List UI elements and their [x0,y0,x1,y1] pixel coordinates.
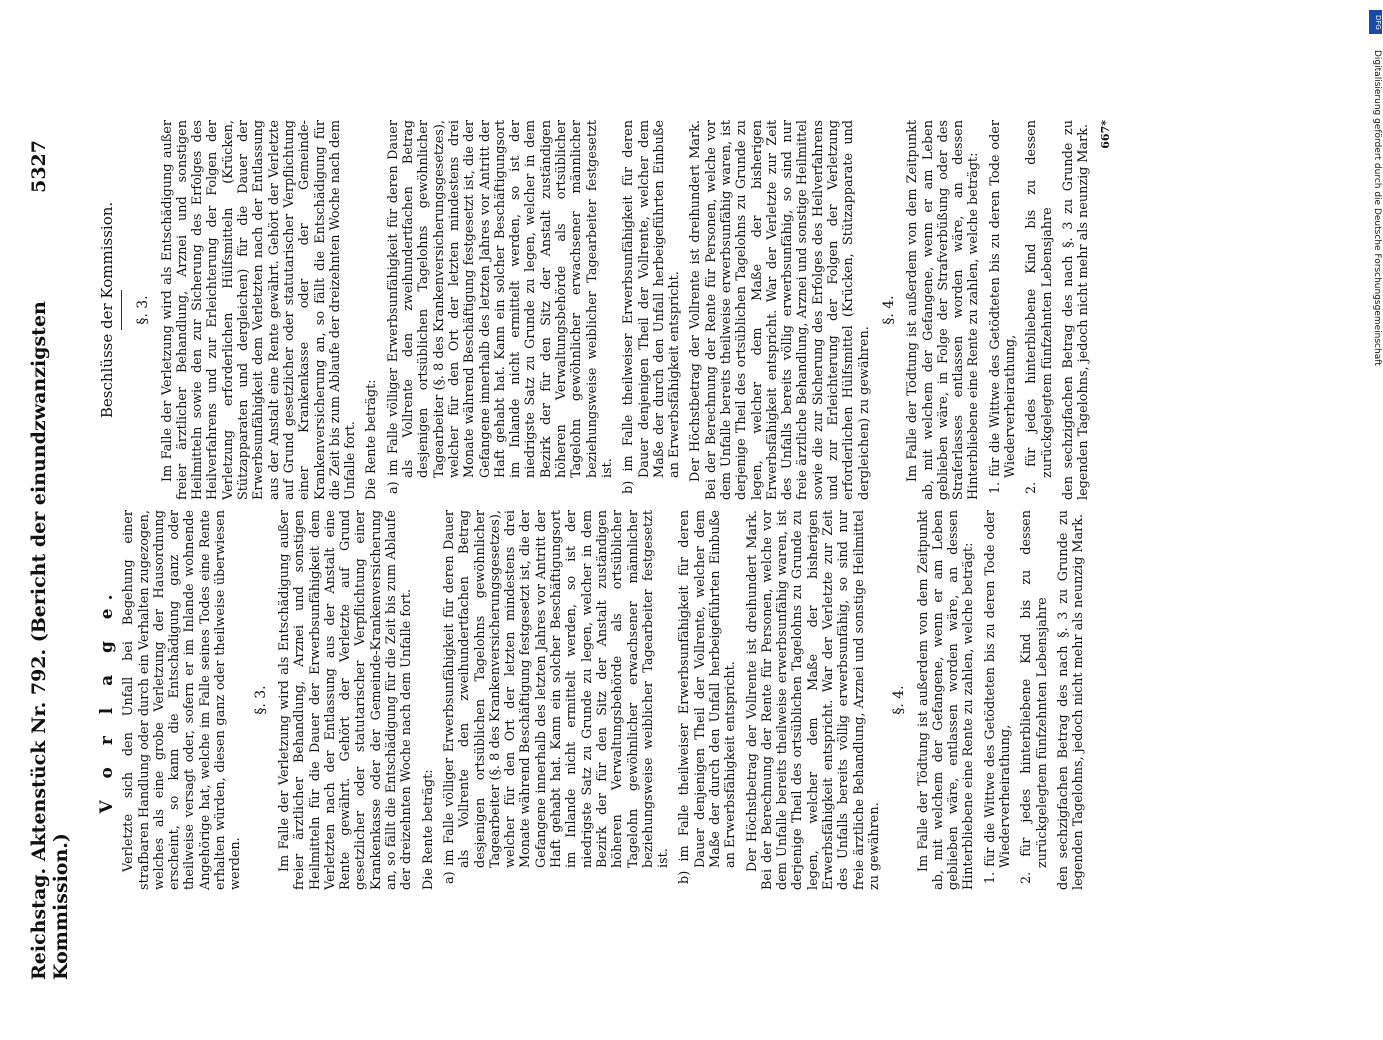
rente-b: b) im Falle theilweiser Erwerbsunfähigkeit für deren Dauer denjenigen Theil der Vollrente, welcher dem Maße der durch den Unfall herbeigeführten Einbuße an Erwerbsfähigkeit entspricht. [677,510,739,884]
page-number: 5327 [28,140,50,193]
rente-a-r: a) im Falle völliger Erwerbsunfähigkeit für deren Dauer als Vollrente den zweihundertfachen Betrag desjenigen ortsüblichen Tagelohns gewöhnlicher Tagearbeiter (§. 8 des Krankenversicherungsgesetzes), welcher für den Ort der letzten mindestens drei Monate während Beschäftigung festgesetzt ist, die der Gefangene innerhalb des letzten Jahres vor Antritt der Haft gehabt hat. Kann ein solcher Beschäftigungsort im Inlande nicht ermittelt werden, so ist der niedrigste Satz zu Grunde zu legen, welcher in dem Bezirk der für den Sitz der Anstalt zuständigen höheren Verwaltungsbehörde als ortsüblicher Tagelohn gewöhnlicher erwachsener männlicher beziehungsweise weiblicher Tagearbeiter festgesetzt ist. [385,120,615,494]
header-title: Reichstag. Aktenstück Nr. 792. (Bericht der einundzwanzigsten Kommission.) [28,301,72,980]
section-4-text-r: Im Falle der Tödtung ist außerdem von dem Zeitpunkt ab, mit welchem der Gefangene, wenn er am Leben geblieben wäre, in Folge der Strafverbüßung oder des Straferlasses entlassen worden wäre, an dessen Hinterbliebene eine Rente zu zahlen, welche beträgt: [905,120,982,500]
vorlage-title: V o r l a g e. [97,586,117,814]
hoechstbetrag-paragraph: Der Höchstbetrag der Vollrente ist dreihundert Mark. Bei der Berechnung der Rente für Personen, welche vor dem Unfalle bereits theilweise erwerbsunfähig waren, ist derjenige Theil des ortsüblichen Tagelohns zu Grunde zu legen, welcher dem Maße der bisherigen Erwerbsfähigkeit entspricht. War der Verletzte zur Zeit des Unfalls bereits völlig erwerbsunfähig, so sind nur freie ärztliche Behandlung, Arznei und sonstige Heilmittel zu gewähren. [744,510,882,890]
section-4-item-2-r: 2. für jedes hinterbliebene Kind bis zu dessen zurückgelegtem fünfzehnten Lebensjahre [1024,120,1055,494]
section-3-text-r: Im Falle der Verletzung wird als Entschädigung außer freier ärztlicher Behandlung, Arznei und sonstigen Heilmitteln sowie den zur Sicherung des Erfolges des Heilverfahrens und zur Erleichterung der Folgen der Verletzung erforderlichen Hülfsmitteln (Krücken, Stützapparaten und dergleichen) für die Dauer der Erwerbsunfähigkeit dem Verletzten nach der Entlassung aus der Anstalt eine Rente gewährt. Gehört der Verletzte auf Grund gesetzlicher oder statutarischer Verpflichtung einer Krankenkasse oder der Gemeinde-Krankenversicherung an, so fällt die Entschädigung für die Zeit bis zum Ablaufe der dreizehnten Woche nach dem Unfalle fort. [159,120,359,500]
rente-b-r: b) im Falle theilweiser Erwerbsunfähigkeit für deren Dauer denjenigen Theil der Vollrente, welcher dem Maße der durch den Unfall herbeigeführten Einbuße an Erwerbsfähigkeit entspricht. [621,120,683,494]
rente-intro: Die Rente beträgt: [420,769,436,890]
rente-a: a) im Falle völliger Erwerbsunfähigkeit für deren Dauer als Vollrente den zweihundertfachen Betrag desjenigen ortsüblichen Tagelohns gewöhnlicher Tagearbeiter (§. 8 des Krankenversicherungsgesetzes), welcher für den Ort der letzten mindestens drei Monate während Beschäftigung festgesetzt ist, die der Gefangene innerhalb des letzten Jahres vor Antritt der Haft gehabt hat. Kann ein solcher Beschäftigungsort im Inlande nicht ermittelt werden, so ist der niedrigste Satz zu Grunde zu legen, welcher in dem Bezirk der für den Sitz der Anstalt zuständigen höheren Verwaltungsbehörde als ortsüblicher Tagelohn gewöhnlicher erwachsener männlicher beziehungsweise weiblicher Tagearbeiter festgesetzt ist. [441,510,672,884]
intro-paragraph: Verletzte sich den Unfall bei Begehung einer strafbaren Handlung oder durch ein Verhalten zugezogen, welches als eine grobe Verletzung der Hausordnung erscheint, so kann die Entschädigung ganz oder theilweise versagt oder, sofern er im Inlande wohnende Angehörige hat, welche im Falle seines Todes eine Rente erhalten würden, diesen ganz oder theilweise überwiesen werden. [121,510,244,890]
section-4-heading: §. 4. [891,685,908,715]
dfg-logo: DFG [1369,10,1382,34]
section-4-item-1: 1. für die Wittwe des Getödteten bis zu deren Tode oder Wiederverheirathung, [982,510,1014,884]
beschluesse-column [100,120,1113,500]
section-4-item-1-r: 1. für die Wittwe des Getödteten bis zu deren Tode oder Wiederverheirathung, [987,120,1019,494]
section-3-heading-r: §. 3. [135,295,152,325]
section-4-end-r: den sechzigfachen Betrag des nach §. 3 zu Grunde zu legenden Tagelohns, jedoch nicht mehr als neunzig Mark. [1060,120,1092,500]
rente-intro-r: Die Rente beträgt: [364,379,380,500]
beschluesse-title: Beschlüsse der Kommission. [98,201,116,419]
footer-number: 667* [1098,120,1112,149]
attribution-strip [1368,10,1382,1000]
attribution-text: Digitalisierung gefördert durch die Deutsche Forschungsgemeinschaft [1372,50,1382,366]
section-3-heading: §. 3. [252,685,269,715]
hoechstbetrag-paragraph-r: Der Höchstbetrag der Vollrente ist dreihundert Mark. Bei der Berechnung der Rente für Personen, welche vor dem Unfalle bereits theilweise erwerbsunfähig waren, ist derjenige Theil des ortsüblichen Tagelohns zu Grunde zu legen, welcher dem Maße der bisherigen Erwerbsfähigkeit entspricht. War der Verletzte zur Zeit des Unfalls bereits völlig erwerbsunfähig, so sind nur freie ärztliche Behandlung, Arznei und sonstige Heilmittel sowie die zur Sicherung des Erfolges des Heilverfahrens und zur Erleichterung der Folgen der Verletzung erforderlichen Hülfsmittel (Krücken, Stützapparate und dergleichen) zu gewähren. [688,120,872,500]
section-4-end: den sechzigfachen Betrag des nach §. 3 zu Grunde zu legenden Tagelohns, jedoch nicht mehr als neunzig Mark. [1055,510,1087,890]
section-4-item-2: 2. für jedes hinterbliebene Kind bis zu dessen zurückgelegtem fünfzehnten Lebensjahre [1019,510,1050,884]
title-rule [121,290,122,330]
page-header [28,140,72,980]
section-4-heading-r: §. 4. [880,295,897,325]
document-page [0,110,1383,1000]
section-4-text: Im Falle der Tödtung ist außerdem von dem Zeitpunkt ab, mit welchem der Gefangene, wenn er am Leben geblieben wäre, entlassen worden wäre, an dessen Hinterbliebene eine Rente zu zahlen, welche beträgt: [915,510,977,890]
vorlage-column [97,510,1093,890]
section-3-text: Im Falle der Verletzung wird als Entschädigung außer freier ärztlicher Behandlung, Arznei und sonstigen Heilmitteln für die Dauer der Erwerbsunfähigkeit dem Verletzten nach der Entlassung aus der Anstalt eine Rente gewährt. Gehört der Verletzte auf Grund gesetzlicher oder statutarischer Verpflichtung einer Krankenkasse oder der Gemeinde-Krankenversicherung an, so fällt die Entschädigung für die Zeit bis zum Ablaufe der dreizehnten Woche nach dem Unfalle fort. [276,510,415,890]
